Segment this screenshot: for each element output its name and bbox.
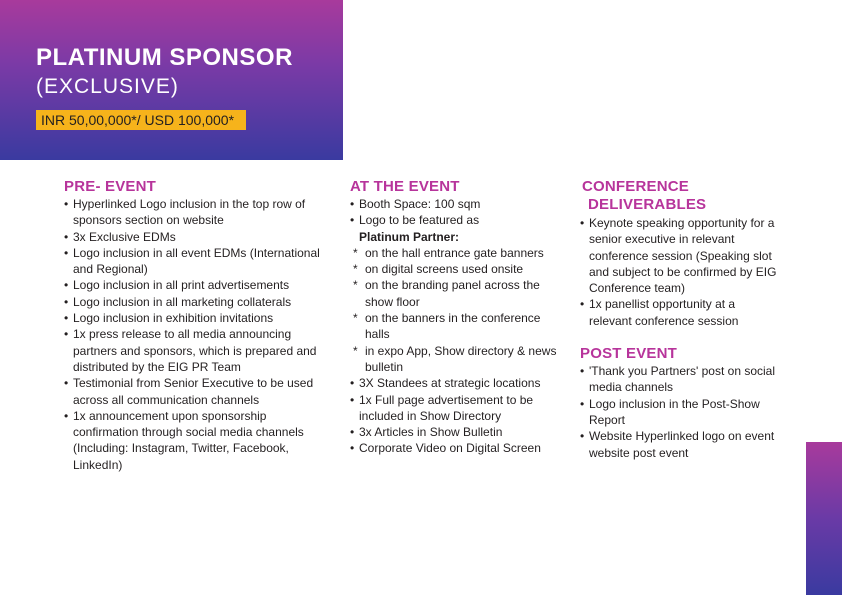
list-item: • Hyperlinked Logo inclusion in the top row of sponsors section on website — [64, 196, 332, 229]
at-event-heading: AT THE EVENT — [350, 178, 460, 195]
page-subtitle: (EXCLUSIVE) — [36, 75, 179, 98]
list-item: • Website Hyperlinked logo on event website post event — [580, 428, 780, 461]
sub-list-item: * on digital screens used onsite — [350, 261, 560, 277]
conference-heading-line2: DELIVERABLES — [588, 196, 707, 213]
pre-event-list — [64, 196, 332, 473]
conference-list — [580, 215, 780, 329]
at-event-sublist — [350, 245, 560, 375]
sub-list-item: * on the branding panel across the show floor — [350, 277, 560, 310]
platinum-partner-label: Platinum Partner: — [359, 229, 460, 244]
list-item: • 1x press release to all media announcing partners and sponsors, which is prepared and distributed by the EIG PR Team — [64, 326, 332, 375]
at-event-column — [350, 178, 560, 457]
list-item: • Logo inclusion in all marketing collaterals — [64, 294, 332, 310]
list-item: • Keynote speaking opportunity for a senior executive in relevant conference session (Speaking slot and subject to be confirmed by EIG Conference team) — [580, 215, 780, 296]
list-item: • 1x Full page advertisement to be included in Show Directory — [350, 392, 560, 425]
list-item: • 1x panellist opportunity at a relevant conference session — [580, 296, 780, 329]
list-item: • Corporate Video on Digital Screen — [350, 440, 560, 456]
sub-list-item: * in expo App, Show directory & news bulletin — [350, 343, 560, 376]
list-item: • 3X Standees at strategic locations — [350, 375, 560, 391]
header-banner — [0, 0, 343, 160]
list-item: • Booth Space: 100 sqm — [350, 196, 560, 212]
page-title: PLATINUM SPONSOR — [36, 44, 293, 71]
at-event-list — [350, 196, 560, 229]
list-item: • 'Thank you Partners' post on social media channels — [580, 363, 780, 396]
price-badge: INR 50,00,000*/ USD 100,000* — [36, 110, 246, 130]
list-item: • 3x Exclusive EDMs — [64, 229, 332, 245]
pre-event-column — [64, 178, 332, 473]
list-item: • Logo inclusion in the Post-Show Report — [580, 396, 780, 429]
conference-heading: CONFERENCE — [582, 178, 690, 195]
sub-list-item: * on the banners in the conference halls — [350, 310, 560, 343]
sub-list-item: * on the hall entrance gate banners — [350, 245, 560, 261]
list-item: • Testimonial from Senior Executive to be used across all communication channels — [64, 375, 332, 408]
post-event-list — [580, 363, 780, 461]
pre-event-heading: PRE- EVENT — [64, 178, 157, 195]
post-event-heading: POST EVENT — [580, 345, 678, 363]
list-item: • Logo inclusion in all print advertisements — [64, 277, 332, 293]
list-item: • 3x Articles in Show Bulletin — [350, 424, 560, 440]
list-item: • Logo to be featured as — [350, 212, 560, 228]
conference-column — [580, 178, 780, 461]
at-event-list-bottom — [350, 375, 560, 456]
list-item: • 1x announcement upon sponsorship confirmation through social media channels (Including: Instagram, Twitter, Facebook, LinkedIn) — [64, 408, 332, 473]
decorative-side-bar — [806, 442, 842, 595]
list-item: • Logo inclusion in all event EDMs (International and Regional) — [64, 245, 332, 278]
list-item: • Logo inclusion in exhibition invitations — [64, 310, 332, 326]
